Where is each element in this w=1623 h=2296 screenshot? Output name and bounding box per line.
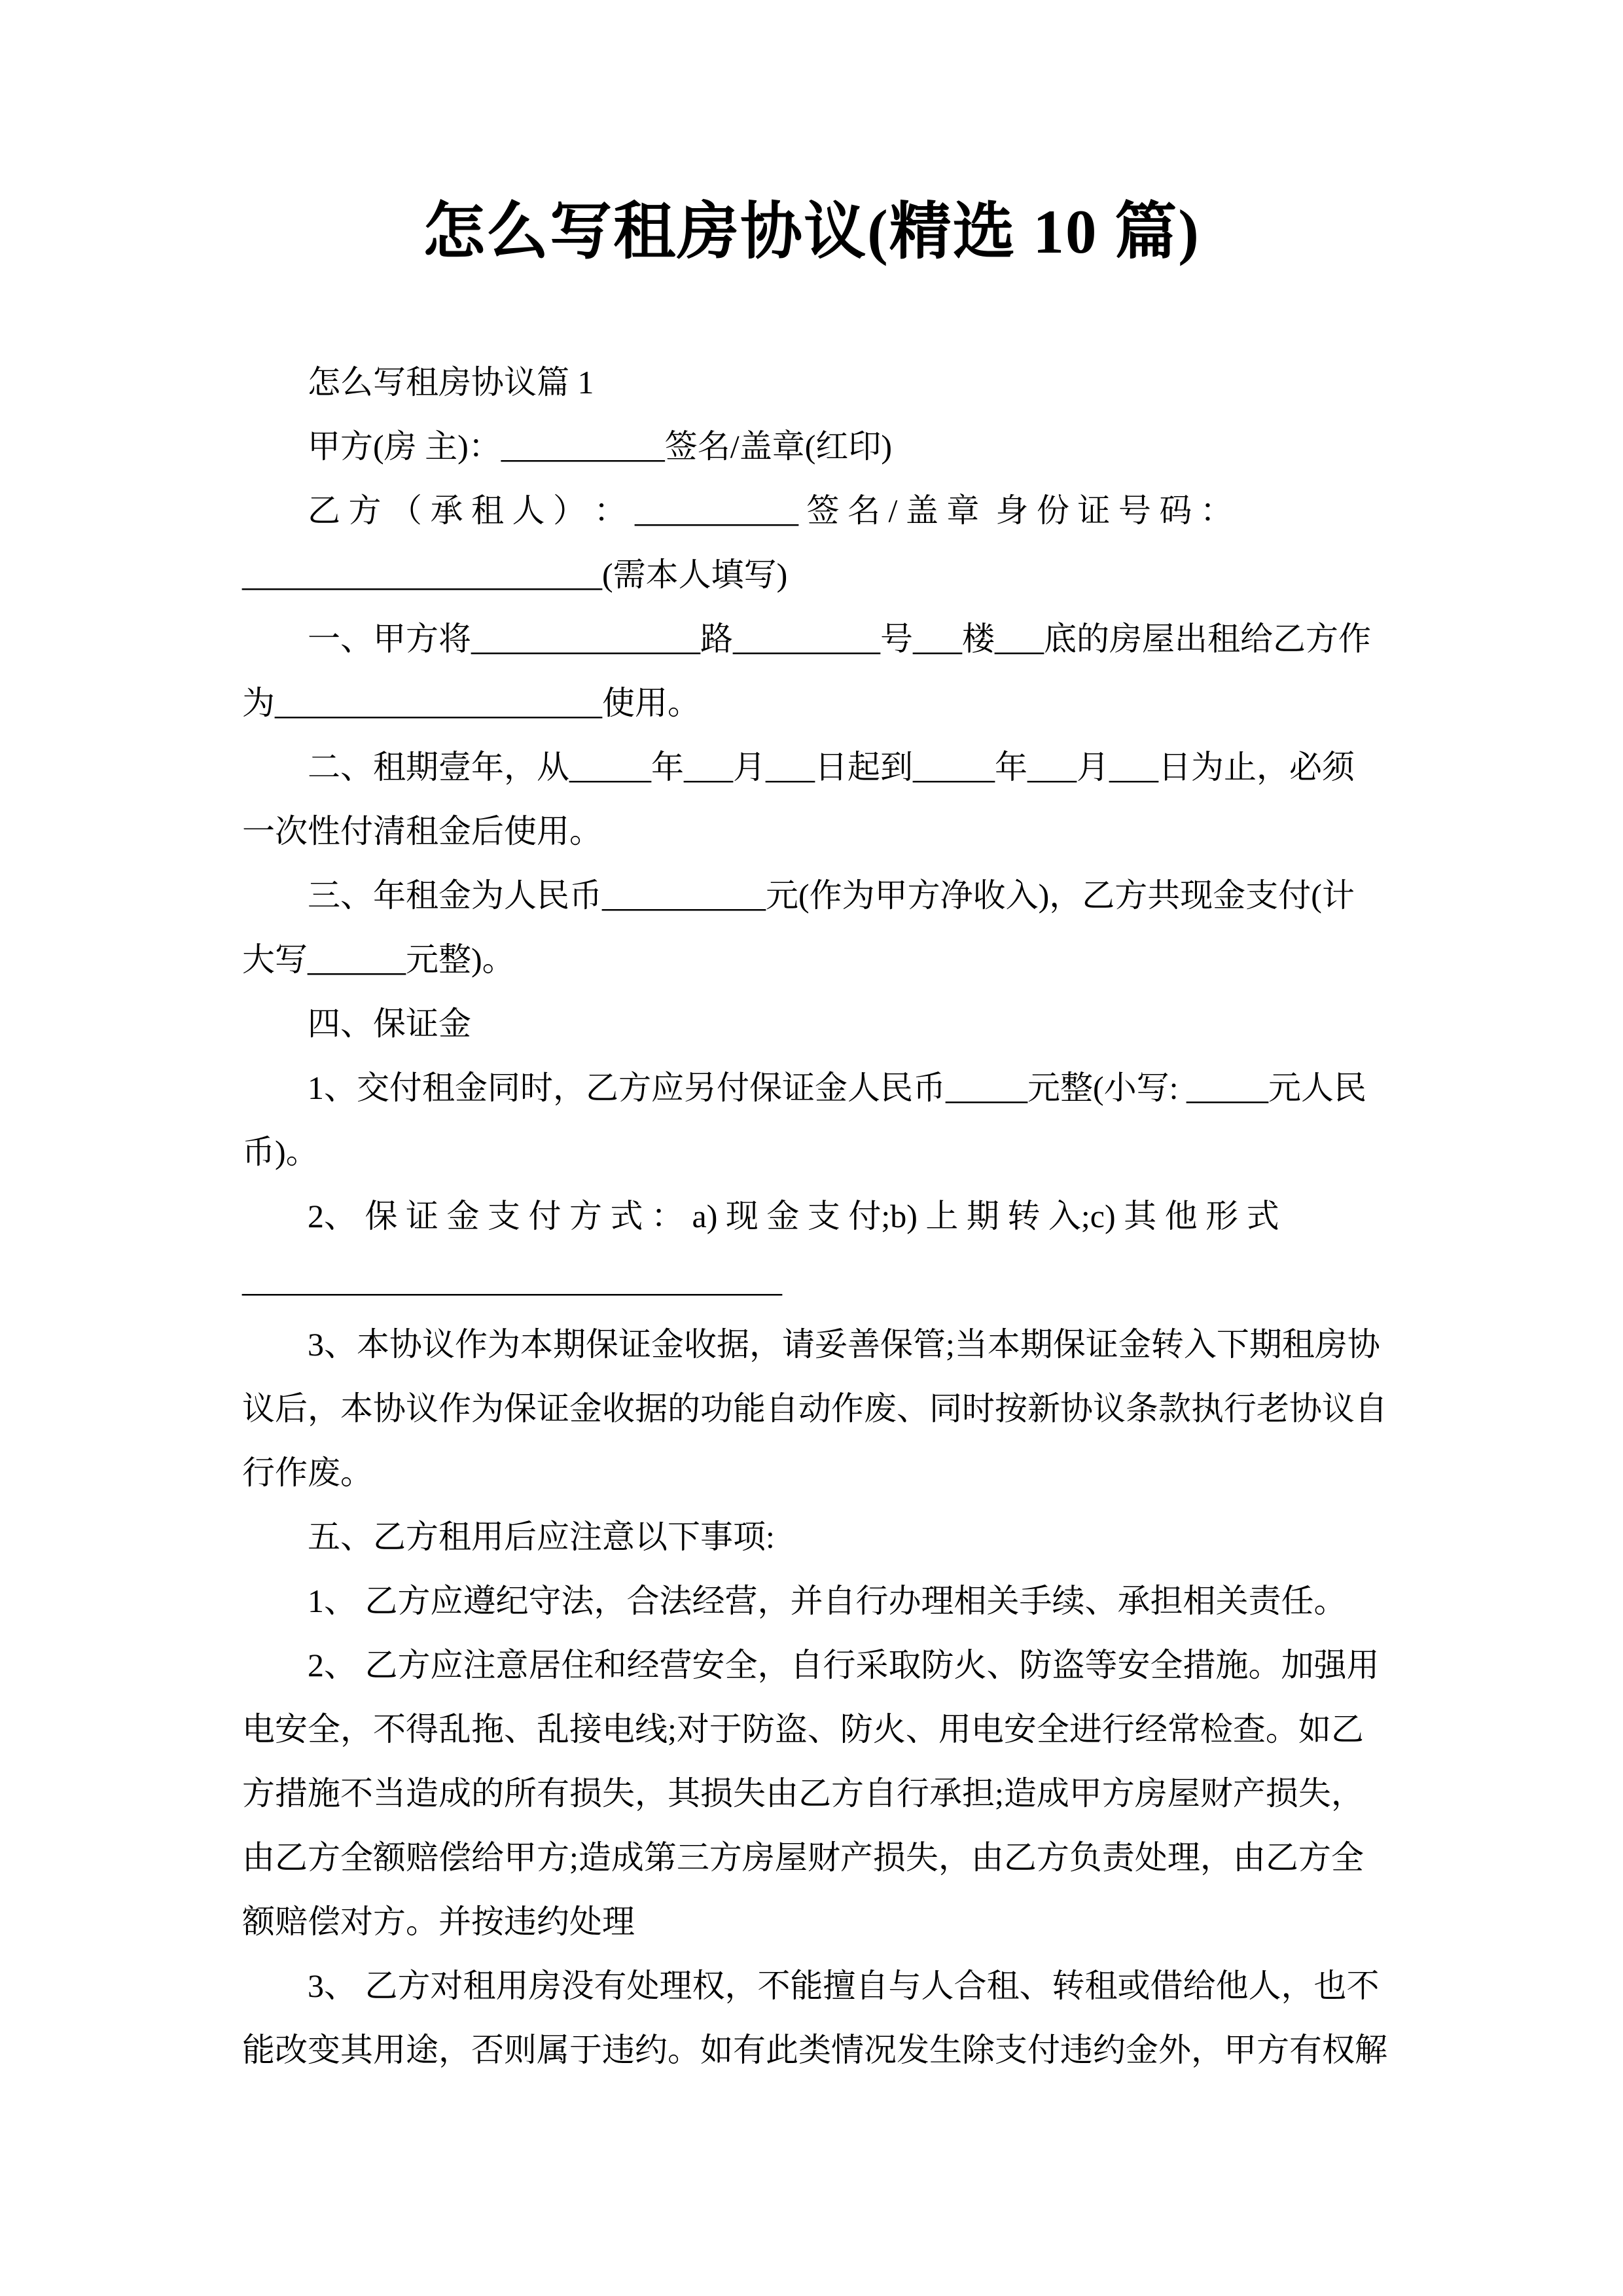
document-line: 1、 乙方应遵纪守法，合法经营，并自行办理相关手续、承担相关责任。 [308, 1583, 1347, 1619]
document-title: 怎么写租房协议(精选 10 篇) [423, 197, 1200, 266]
document-line: 三、年租金为人民币__________元(作为甲方净收入)，乙方共现金支付(计 [308, 877, 1355, 914]
fill-in-blank-line: _________________________________ [242, 1262, 782, 1299]
document-line: 3、 乙方对租用房没有处理权，不能擅自与人合租、转租或借给他人，也不 [308, 1967, 1380, 2004]
document-line: 电安全，不得乱拖、乱接电线;对于防盗、防火、用电安全进行经常检查。如乙 [242, 1711, 1364, 1748]
document-body [0, 350, 1623, 2082]
document-line: 大写______元整)。 [242, 941, 515, 978]
document-line: 币)。 [242, 1134, 319, 1170]
document-line: ______________________(需本人填写) [242, 556, 788, 593]
document-line: 议后，本协议作为保证金收据的功能自动作废、同时按新协议条款执行老协议自 [242, 1390, 1387, 1427]
document-line: 五、乙方租用后应注意以下事项: [308, 1518, 775, 1555]
document-line: 为____________________使用。 [242, 685, 700, 721]
document-line: 怎么写租房协议篇 1 [308, 364, 594, 401]
document-line: 一、甲方将______________路_________号___楼___底的房屋出租给乙方作 [308, 620, 1371, 657]
document-line: 2、 乙方应注意居住和经营安全，自行采取防火、防盗等安全措施。加强用 [308, 1647, 1380, 1683]
document-line: 额赔偿对方。并按违约处理 [242, 1903, 635, 1940]
document-line: 由乙方全额赔偿给甲方;造成第三方房屋财产损失，由乙方负责处理，由乙方全 [242, 1839, 1364, 1876]
document-line: 行作废。 [242, 1454, 373, 1491]
document-line: 二、租期壹年，从_____年___月___日起到_____年___月___日为止，必须 [308, 749, 1355, 785]
document-line: 乙 方 （ 承 租 人 ） ： __________ 签 名 / 盖 章 身 份 证 号 码 ： [308, 492, 1233, 529]
document-line: 2、 保 证 金 支 付 方 式 ： a) 现 金 支 付;b) 上 期 转 入;c) 其 他 形 式 [308, 1198, 1279, 1234]
document-line: 甲方(房 主)：__________签名/盖章(红印) [308, 428, 892, 465]
document-line: 3、本协议作为本期保证金收据，请妥善保管;当本期保证金转入下期租房协 [308, 1326, 1380, 1363]
document-line: 一次性付清租金后使用。 [242, 813, 602, 850]
document-line: 1、交付租金同时，乙方应另付保证金人民币_____元整(小写: _____元人民 [308, 1069, 1367, 1106]
document-line: 四、保证金 [308, 1005, 471, 1042]
document-line: 能改变其用途，否则属于违约。如有此类情况发生除支付违约金外，甲方有权解 [242, 2032, 1387, 2068]
document-line: 方措施不当造成的所有损失，其损失由乙方自行承担;造成甲方房屋财产损失， [242, 1775, 1364, 1812]
